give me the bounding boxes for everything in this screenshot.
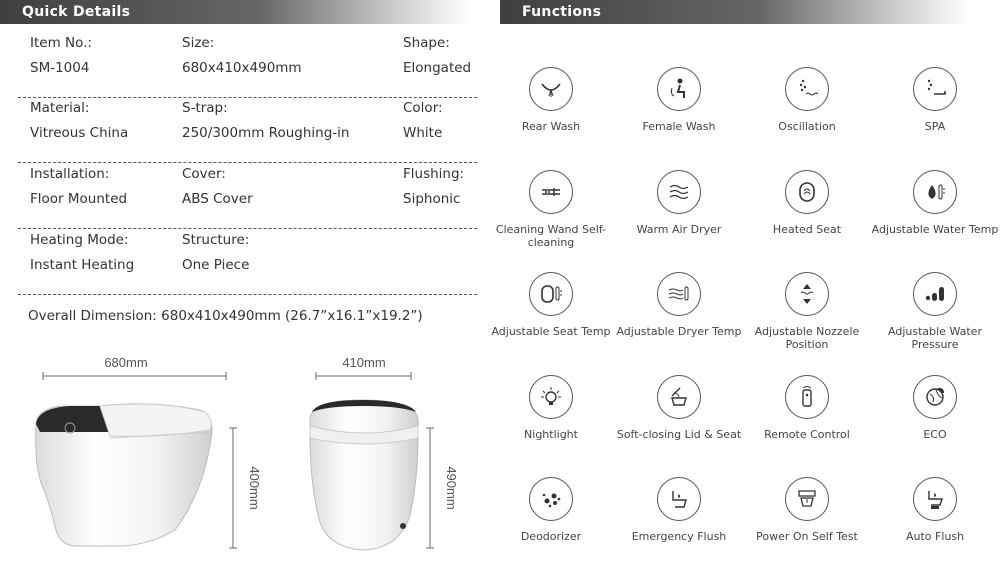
eco-icon <box>913 375 957 419</box>
function-heated-seat <box>742 170 872 237</box>
function-label: Adjustable Dryer Temp <box>616 325 742 338</box>
front-width-dimension <box>316 355 411 380</box>
front-height-dimension <box>426 428 459 548</box>
function-label: Adjustable Water Temp <box>871 223 999 236</box>
spec-label: Installation: <box>30 166 110 182</box>
spec-row <box>18 35 477 98</box>
function-label: SPA <box>924 120 946 133</box>
product-illustration <box>0 340 470 582</box>
spec-row <box>18 232 477 295</box>
spec-value: 680x410x490mm <box>182 60 302 76</box>
water-temp-icon <box>913 170 957 214</box>
spec-row <box>18 100 477 163</box>
function-label: Nightlight <box>524 428 578 441</box>
spec-label: Heating Mode: <box>30 232 129 248</box>
spec-label: Color: <box>403 100 443 116</box>
function-label: Adjustable Seat Temp <box>491 325 611 338</box>
nightlight-icon <box>529 375 573 419</box>
spec-value: Instant Heating <box>30 257 135 273</box>
function-cleaning-wand <box>486 170 616 249</box>
spec-value: White <box>403 125 443 141</box>
function-remote-control <box>742 375 872 442</box>
function-deodorizer <box>486 477 616 544</box>
female-wash-icon <box>657 67 701 111</box>
emergency-flush-icon <box>657 477 701 521</box>
spec-label: Material: <box>30 100 90 116</box>
dryer-temp-icon <box>657 272 701 316</box>
remote-control-icon <box>785 375 829 419</box>
spec-label: Cover: <box>182 166 226 182</box>
toilet-front-view <box>310 400 418 550</box>
function-label: Oscillation <box>778 120 836 133</box>
soft-close-lid-icon <box>657 375 701 419</box>
auto-flush-icon <box>913 477 957 521</box>
function-seat-temp <box>486 272 616 339</box>
deodorizer-icon <box>529 477 573 521</box>
oscillation-icon <box>785 67 829 111</box>
spec-value: 250/300mm Roughing-in <box>182 125 350 141</box>
function-label: ECO <box>923 428 947 441</box>
spec-value: Vitreous China <box>30 125 129 141</box>
function-label: Cleaning Wand Self-cleaning <box>495 223 607 249</box>
function-label: Warm Air Dryer <box>636 223 722 236</box>
nozzle-position-icon <box>785 272 829 316</box>
rear-wash-icon <box>529 67 573 111</box>
power-self-test-icon <box>785 477 829 521</box>
function-water-temp <box>870 170 1000 237</box>
function-warm-air-dryer <box>614 170 744 237</box>
function-label: Adjustable Nozzele Position <box>754 325 860 351</box>
function-label: Rear Wash <box>521 120 581 133</box>
spec-value: One Piece <box>182 257 250 273</box>
function-power-self-test <box>742 477 872 544</box>
water-pressure-icon <box>913 272 957 316</box>
spec-value: Siphonic <box>403 191 461 207</box>
function-soft-close-lid <box>614 375 744 442</box>
seat-temp-icon <box>529 272 573 316</box>
spec-label: Flushing: <box>403 166 465 182</box>
cleaning-wand-icon <box>529 170 573 214</box>
function-emergency-flush <box>614 477 744 544</box>
function-label: Auto Flush <box>905 530 965 543</box>
spec-value: SM-1004 <box>30 60 90 76</box>
side-width-dimension <box>43 355 226 380</box>
spec-label: S-trap: <box>182 100 228 116</box>
function-spa <box>870 67 1000 134</box>
side-height-dimension <box>229 428 262 548</box>
function-auto-flush <box>870 477 1000 544</box>
spec-label: Shape: <box>403 35 450 51</box>
function-water-pressure <box>870 272 1000 351</box>
spec-value: ABS Cover <box>182 191 253 207</box>
function-label: Remote Control <box>764 428 850 441</box>
function-oscillation <box>742 67 872 134</box>
front-height-label: 490mm <box>444 466 459 510</box>
function-nightlight <box>486 375 616 442</box>
function-dryer-temp <box>614 272 744 339</box>
spec-label: Structure: <box>182 232 250 248</box>
function-label: Soft-closing Lid & Seat <box>616 428 742 441</box>
function-rear-wash <box>486 67 616 134</box>
function-label: Adjustable Water Pressure <box>888 325 982 351</box>
quick-details-header: Quick Details <box>0 0 470 24</box>
function-eco <box>870 375 1000 442</box>
spec-label: Item No.: <box>30 35 92 51</box>
side-height-label: 400mm <box>247 466 262 510</box>
function-female-wash <box>614 67 744 134</box>
function-label: Heated Seat <box>772 223 842 236</box>
function-label: Deodorizer <box>520 530 582 543</box>
function-nozzle-position <box>742 272 872 351</box>
overall-dimension: Overall Dimension: 680x410x490mm (26.7”x16.1”x19.2”) <box>28 308 423 324</box>
spec-label: Size: <box>182 35 215 51</box>
side-width-label: 680mm <box>104 355 148 370</box>
spec-value: Elongated <box>403 60 472 76</box>
spec-row <box>18 166 477 229</box>
heated-seat-icon <box>785 170 829 214</box>
warm-air-dryer-icon <box>657 170 701 214</box>
functions-header: Functions <box>500 0 970 24</box>
spa-icon <box>913 67 957 111</box>
function-label: Emergency Flush <box>631 530 727 543</box>
spec-value: Floor Mounted <box>30 191 128 207</box>
function-label: Power On Self Test <box>756 530 858 543</box>
front-width-label: 410mm <box>342 355 386 370</box>
toilet-side-view <box>36 404 212 546</box>
function-label: Female Wash <box>642 120 716 133</box>
